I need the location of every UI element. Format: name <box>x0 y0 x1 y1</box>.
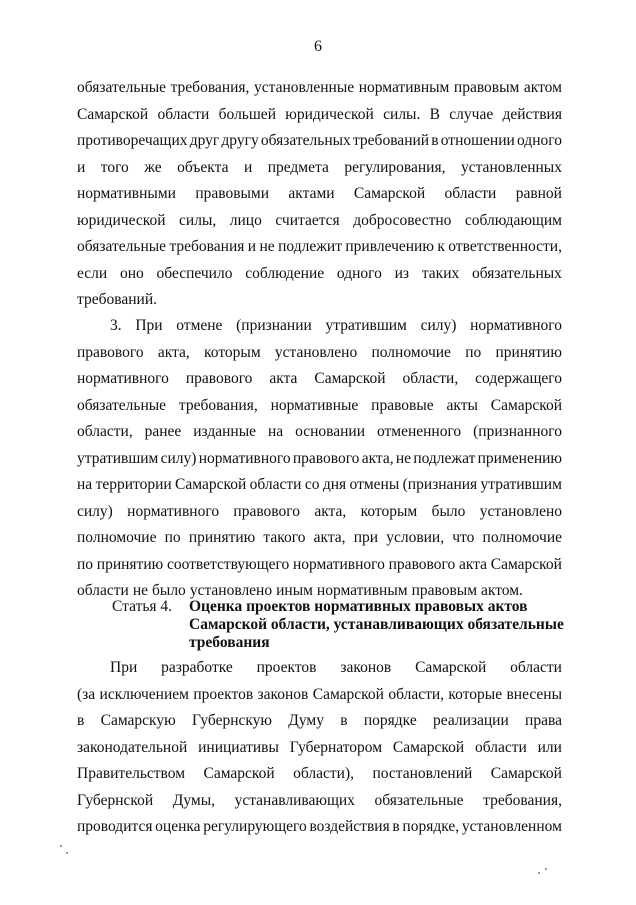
text-line: обязательные требования и не подлежит привлечению к ответственности, <box>77 238 562 255</box>
text-line: 3. При отмене (признании утратившим силу) нормативного <box>110 317 562 334</box>
text-line: Самарской области большей юридической силы. В случае действия <box>77 105 562 123</box>
article-heading <box>112 598 572 652</box>
text-line: При разработке проектов законов Самарской области <box>110 659 562 676</box>
article-paragraph <box>77 655 562 841</box>
scan-artifact <box>545 868 547 870</box>
article-label: Статья 4. <box>112 598 173 615</box>
text-line: полномочие по принятию такого акта, при условии, что полномочие <box>77 529 562 546</box>
article-title-line: требования <box>189 634 270 651</box>
text-line: обязательные требования, установленные нормативным правовым актом <box>77 79 562 96</box>
paragraph-3 <box>77 313 562 605</box>
text-line: юридической силы, лицо считается добросовестно соблюдающим <box>77 211 562 229</box>
text-line: силу) нормативного правового акта, которым было установлено <box>77 502 562 520</box>
text-line: требований. <box>77 291 157 308</box>
text-line: правового акта, которым установлено полномочие по принятию <box>77 343 562 361</box>
article-title-line: Самарской области, устанавливающих обязательные <box>189 616 564 633</box>
text-line: в Самарскую Губернскую Думу в порядке реализации права <box>77 712 562 729</box>
article-title-line: Оценка проектов нормативных правовых актов <box>189 598 528 615</box>
text-line: Правительством Самарской области), постановлений Самарской <box>77 765 562 782</box>
text-line: (за исключением проектов законов Самарской области, которые внесены <box>77 685 562 703</box>
scan-artifact <box>538 872 540 874</box>
text-line: на территории Самарской области со дня отмены (признания утратившим <box>77 476 562 493</box>
paragraph-continuation <box>77 75 562 314</box>
text-line: нормативного правового акта Самарской области, содержащего <box>77 370 562 387</box>
text-line: Губернской Думы, устанавливающих обязательные требования, <box>77 791 562 809</box>
scan-artifact <box>66 852 68 854</box>
scan-artifact <box>60 845 62 847</box>
text-line: утратившим силу) нормативного правового акта, не подлежат применению <box>77 449 562 467</box>
page-number: 6 <box>314 38 322 55</box>
text-line: законодательной инициативы Губернатором Самарской области или <box>77 738 562 756</box>
text-line: проводится оценка регулирующего воздействия в порядке, установленном <box>77 818 562 835</box>
text-line: области не было установлено иным нормативным правовым актом. <box>77 582 523 599</box>
text-line: по принятию соответствующего нормативного правового акта Самарской <box>77 555 562 573</box>
text-line: если оно обеспечило соблюдение одного из таких обязательных <box>77 264 562 282</box>
text-line: нормативными правовыми актами Самарской области равной <box>77 185 562 202</box>
text-line: обязательные требования, нормативные правовые акты Самарской <box>77 396 562 414</box>
text-line: и того же объекта и предмета регулирования, установленных <box>77 158 562 176</box>
text-line: области, ранее изданные на основании отмененного (признанного <box>77 423 562 440</box>
article-title <box>189 598 564 652</box>
text-line: противоречащих друг другу обязательных требований в отношении одного <box>77 132 562 149</box>
